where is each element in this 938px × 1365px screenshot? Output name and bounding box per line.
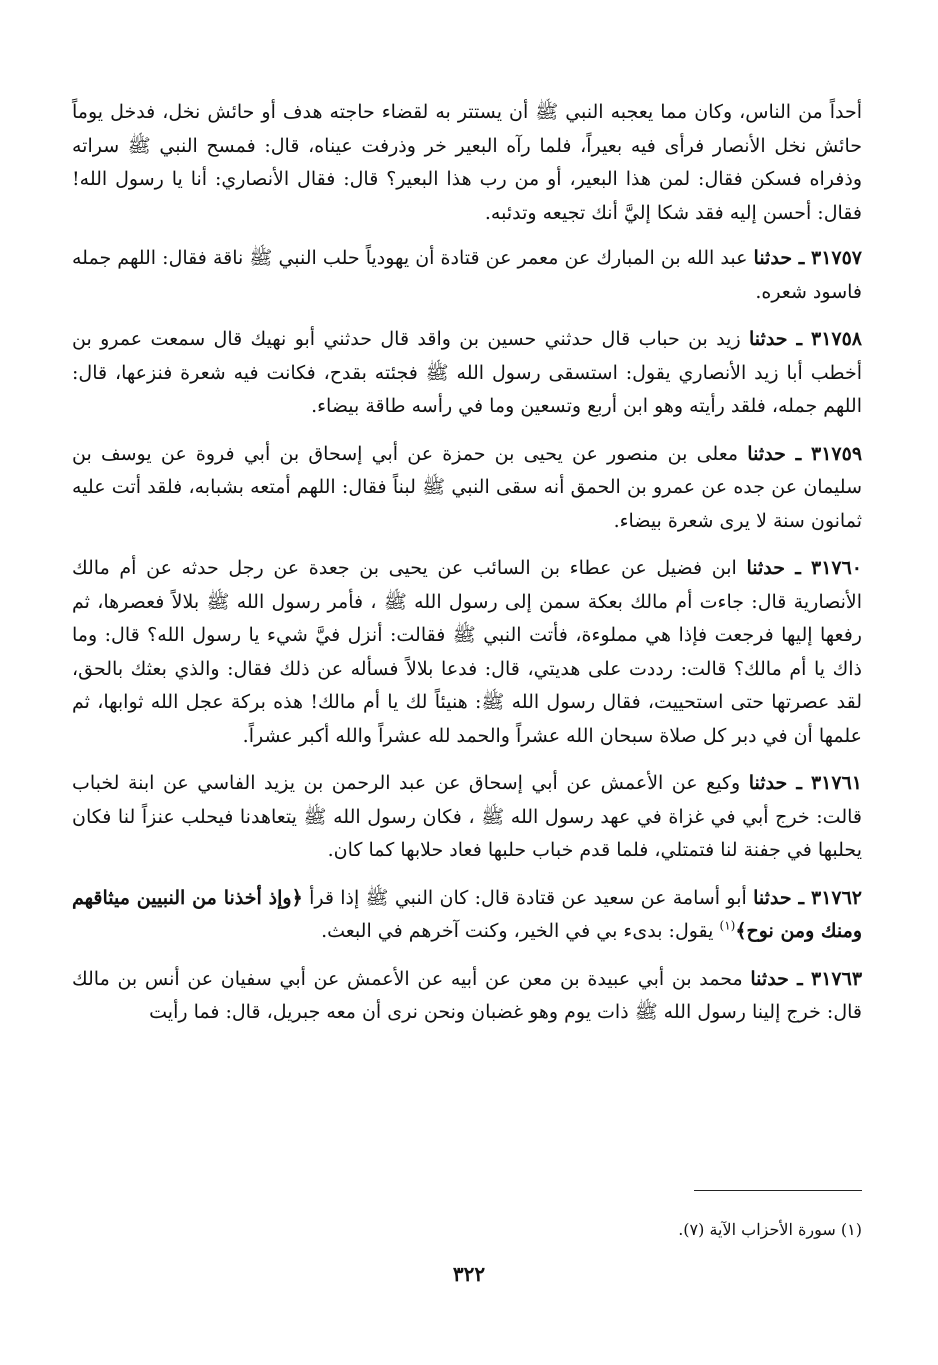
page-number: ٣٢٢ [452, 1262, 486, 1286]
hadith-31757: ٣١٧٥٧ ـ حدثنا عبد الله بن المبارك عن معمر عن قتادة أن يهودياً حلب النبي ﷺ ناقة فقال: اللهم جمله فاسود شعره. [72, 247, 863, 303]
hadith-lead: حدثنا [753, 886, 792, 909]
footnote-divider [694, 1190, 862, 1191]
hadith-text: محمد بن أبي عبيدة بن معن عن أبيه عن الأعمش عن أبي سفيان عن أنس بن مالك قال: خرج إلينا رسول الله ﷺ ذات يوم وهو غضبان ونحن نرى أن معه جبريل، قال: فما رأيت [72, 967, 862, 1023]
hadith-text: عبد الله بن المبارك عن معمر عن قتادة أن يهودياً حلب النبي ﷺ ناقة فقال: اللهم جمله فاسود شعره. [72, 247, 862, 303]
quran-verse: ﴿وإذ أخذنا من النبيين ميثاقهم ومنك ومن نوح﴾ [72, 886, 862, 942]
hadith-text: زيد بن حباب قال حدثني حسين بن واقد قال حدثني أبو نهيك قال سمعت عمرو بن أخطب أبا زيد الأنصاري يقول: استسقى رسول الله ﷺ فجئته بقدح، فكانت فيه شعرة فنزعها، قال: اللهم جمله، فلقد رأيته وهو ابن أربع وتسعين وما في رأسه طاقة بيضاء. [72, 328, 862, 417]
hadith-number: ٣١٧٦٠ [810, 557, 863, 579]
hadith-lead: حدثنا [749, 328, 788, 350]
intro-text: أحداً من الناس، وكان مما يعجبه النبي ﷺ أن يستتر به لقضاء حاجته هدف أو حائش نخل، فدخل يوماً حائش نخل الأنصار فرأى فيه بعيراً، فلما رآه البعير خر وذرفت عيناه، قال: فمسح النبي ﷺ سراته وذفراه فسكن فقال: لمن هذا البعير، أو من رب هذا البعير؟ قال: فقال الأنصاري: أنا يا رسول الله! فقال: أحسن إليه فقد شكا إليَّ أنك تجيعه وتدئبه. [72, 101, 862, 224]
hadith-lead: حدثنا [747, 442, 786, 465]
hadith-lead: حدثنا [746, 557, 785, 579]
hadith-lead: حدثنا [748, 772, 788, 794]
hadith-text-after: يقول: بدىء بي في الخير، وكنت آخرهم في البعث. [321, 920, 714, 942]
hadith-lead: حدثنا [750, 967, 789, 990]
intro-paragraph [72, 96, 862, 230]
hadith-text: ابن فضيل عن عطاء بن السائب عن يحيى بن جعدة عن رجل حدثه عن أم مالك الأنصارية قال: جاءت أم مالك بعكة سمن إلى رسول الله ﷺ ، فأمر رسول الله ﷺ بلالاً فعصرها، ثم رفعها إليها فرجعت فإذا هي مملوءة، فأتت النبي ﷺ فقالت: أنزل فيَّ شيء يا رسول الله؟ قال: وما ذاك يا أم مالك؟ قالت: رددت على هديتي، قال: فدعا بلالاً فسأله عن ذلك فقال: والذي بعثك بالحق، لقد عصرتها حتى استحييت، فقال رسول الله ﷺ: هنيئاً لك يا أم مالك! هذه بركة عجل الله ثوابها، ثم علمها أن في دبر كل صلاة سبحان الله عشراً والحمد لله عشراً والله أكبر عشراً. [72, 557, 862, 747]
hadith-number: ٣١٧٥٩ [811, 442, 863, 465]
hadith-31759: ٣١٧٥٩ ـ حدثنا معلى بن منصور عن يحيى بن حمزة عن أبي إسحاق بن أبي فروة عن يوسف بن سليمان عن جده عن عمرو بن الحمق أنه سقى النبي ﷺ لبناً فقال: اللهم أمتعه بشبابه، فلقد أتت عليه ثمانون سنة لا يرى شعرة بيضاء. [72, 442, 863, 532]
hadith-number: ٣١٧٥٧ [810, 247, 863, 269]
hadith-lead: حدثنا [753, 247, 793, 269]
hadith-31761: ٣١٧٦١ ـ حدثنا وكيع عن الأعمش عن أبي إسحاق عن عبد الرحمن بن يزيد الفاسي عن ابنة لخباب قالت: خرج أبي في غزاة في عهد رسول الله ﷺ ، فكان رسول الله ﷺ يتعاهدنا فيحلب عنزاً لنا فكان يحلبها في جفنة لنا فتمتلي، فلما قدم خباب حلبها فعاد حلابها كما كان. [72, 772, 862, 861]
hadith-text: معلى بن منصور عن يحيى بن حمزة عن أبي إسحاق بن أبي فروة عن يوسف بن سليمان عن جده عن عمرو بن الحمق أنه سقى النبي ﷺ لبناً فقال: اللهم أمتعه بشبابه، فلقد أتت عليه ثمانون سنة لا يرى شعرة بيضاء. [72, 442, 862, 532]
footnote-reference: (١) [719, 918, 736, 933]
footnote: (١) سورة الأحزاب الآية (٧). [678, 1220, 862, 1239]
hadith-number: ٣١٧٥٨ [810, 328, 863, 350]
hadith-text: وكيع عن الأعمش عن أبي إسحاق عن عبد الرحمن بن يزيد الفاسي عن ابنة لخباب قالت: خرج أبي في غزاة في عهد رسول الله ﷺ ، فكان رسول الله ﷺ يتعاهدنا فيحلب عنزاً لنا فكان يحلبها في جفنة لنا فتمتلي، فلما قدم خباب حلبها فعاد حلابها كما كان. [72, 772, 862, 861]
page-body [72, 96, 862, 1044]
hadith-31763: ٣١٧٦٣ ـ حدثنا محمد بن أبي عبيدة بن معن عن أبيه عن الأعمش عن أبي سفيان عن أنس بن مالك قال: خرج إلينا رسول الله ﷺ ذات يوم وهو غضبان ونحن نرى أن معه جبريل، قال: فما رأيت [72, 967, 863, 1023]
hadith-number: ٣١٧٦٢ [810, 886, 863, 909]
hadith-text-before: أبو أسامة عن سعيد عن قتادة قال: كان النبي ﷺ إذا قرأ [309, 886, 747, 909]
hadith-31758: ٣١٧٥٨ ـ حدثنا زيد بن حباب قال حدثني حسين بن واقد قال حدثني أبو نهيك قال سمعت عمرو بن أخطب أبا زيد الأنصاري يقول: استسقى رسول الله ﷺ فجئته بقدح، فكانت فيه شعرة فنزعها، قال: اللهم جمله، فلقد رأيته وهو ابن أربع وتسعين وما في رأسه طاقة بيضاء. [72, 328, 863, 417]
hadith-31762: ٣١٧٦٢ ـ حدثنا أبو أسامة عن سعيد عن قتادة قال: كان النبي ﷺ إذا قرأ ﴿وإذ أخذنا من النبيين ميثاقهم ومنك ومن نوح﴾$^{(١)}$ يقول: بدىء بي في الخير، وكنت آخرهم في البعث. [72, 886, 863, 942]
hadith-number: ٣١٧٦١ [810, 772, 862, 794]
hadith-31760: ٣١٧٦٠ ـ حدثنا ابن فضيل عن عطاء بن السائب عن يحيى بن جعدة عن رجل حدثه عن أم مالك الأنصارية قال: جاءت أم مالك بعكة سمن إلى رسول الله ﷺ ، فأمر رسول الله ﷺ بلالاً فعصرها، ثم رفعها إليها فرجعت فإذا هي مملوءة، فأتت النبي ﷺ فقالت: أنزل فيَّ شيء يا رسول الله؟ قال: وما ذاك يا أم مالك؟ قالت: رددت على هديتي، قال: فدعا بلالاً فسأله عن ذلك فقال: والذي بعثك بالحق، لقد عصرتها حتى استحييت، فقال رسول الله ﷺ: هنيئاً لك يا أم مالك! هذه بركة عجل الله ثوابها، ثم علمها أن في دبر كل صلاة سبحان الله عشراً والحمد لله عشراً والله أكبر عشراً. [72, 557, 863, 747]
hadith-number: ٣١٧٦٣ [811, 967, 863, 990]
